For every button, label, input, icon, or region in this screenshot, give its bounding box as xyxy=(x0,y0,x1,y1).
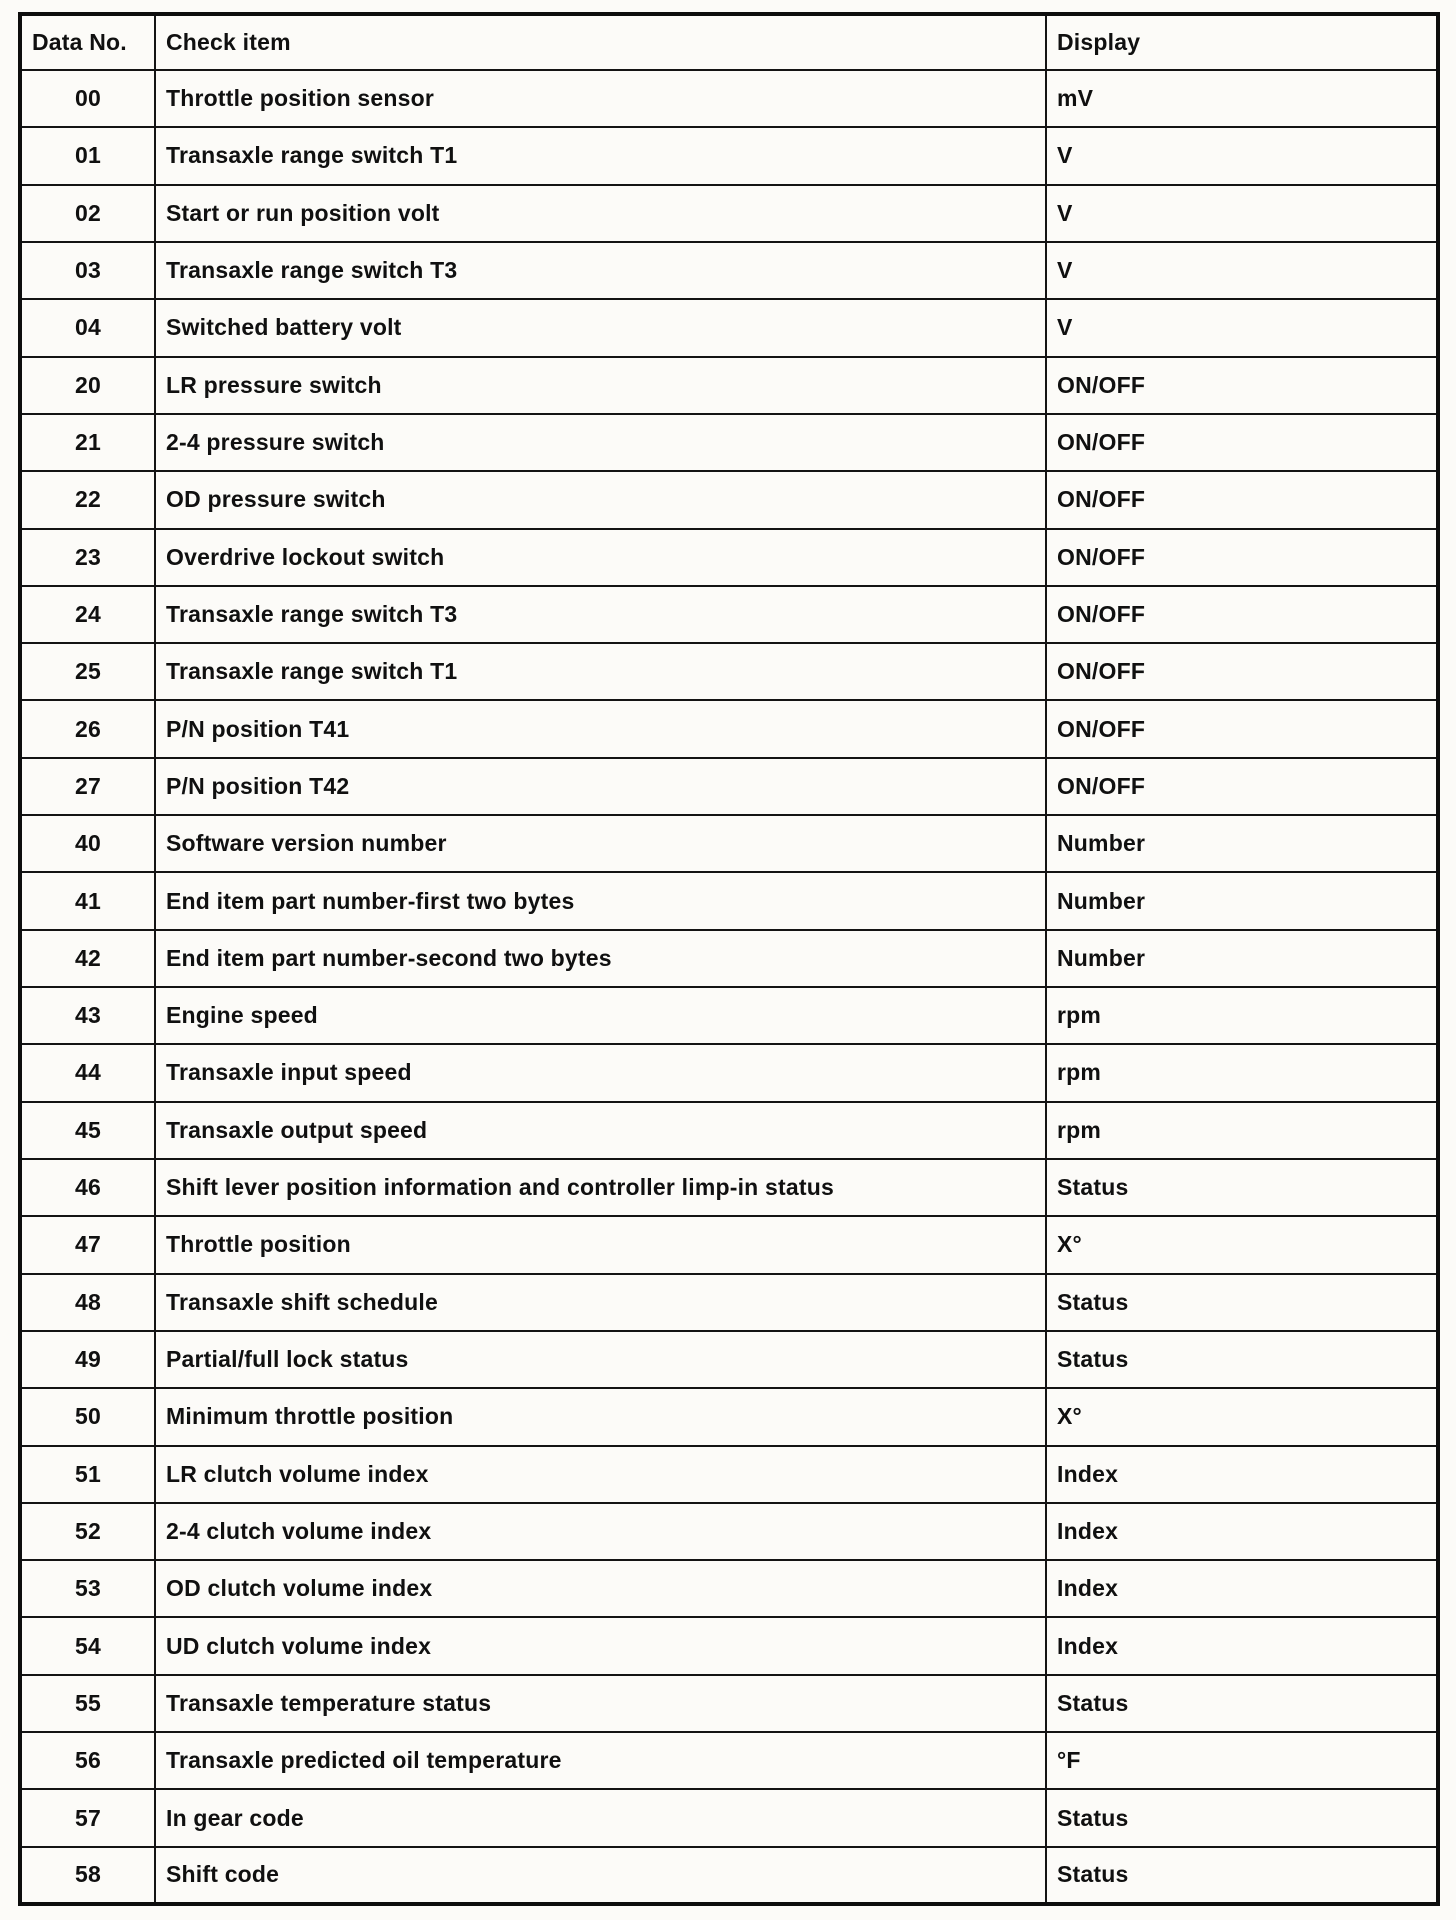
data-no-cell: 53 xyxy=(20,1560,155,1617)
table-row xyxy=(20,1847,1438,1904)
diagnostic-data-table xyxy=(18,12,1440,1906)
display-cell: Number xyxy=(1046,872,1438,929)
column-header-display: Display xyxy=(1046,14,1438,70)
display-cell: ON/OFF xyxy=(1046,471,1438,528)
table-row xyxy=(20,1388,1438,1445)
display-cell: Number xyxy=(1046,930,1438,987)
data-no-cell: 26 xyxy=(20,700,155,757)
display-cell: Status xyxy=(1046,1274,1438,1331)
data-no-cell: 03 xyxy=(20,242,155,299)
display-cell: Status xyxy=(1046,1675,1438,1732)
table-row xyxy=(20,1044,1438,1101)
display-cell: ON/OFF xyxy=(1046,643,1438,700)
display-cell: rpm xyxy=(1046,987,1438,1044)
table-row xyxy=(20,127,1438,184)
display-cell: Status xyxy=(1046,1847,1438,1904)
check-item-cell: 2-4 pressure switch xyxy=(155,414,1046,471)
data-no-cell: 43 xyxy=(20,987,155,1044)
check-item-cell: Transaxle range switch T3 xyxy=(155,242,1046,299)
table-row xyxy=(20,1675,1438,1732)
table-body xyxy=(20,70,1438,1904)
check-item-cell: Transaxle range switch T3 xyxy=(155,586,1046,643)
data-no-cell: 25 xyxy=(20,643,155,700)
check-item-cell: P/N position T42 xyxy=(155,758,1046,815)
data-no-cell: 55 xyxy=(20,1675,155,1732)
table-row xyxy=(20,1560,1438,1617)
check-item-cell: Minimum throttle position xyxy=(155,1388,1046,1445)
data-no-cell: 46 xyxy=(20,1159,155,1216)
display-cell: X° xyxy=(1046,1388,1438,1445)
table-row xyxy=(20,242,1438,299)
table-row xyxy=(20,700,1438,757)
data-no-cell: 56 xyxy=(20,1732,155,1789)
data-no-cell: 22 xyxy=(20,471,155,528)
check-item-cell: Throttle position sensor xyxy=(155,70,1046,127)
data-no-cell: 40 xyxy=(20,815,155,872)
check-item-cell: Partial/full lock status xyxy=(155,1331,1046,1388)
check-item-cell: Transaxle predicted oil temperature xyxy=(155,1732,1046,1789)
table-row xyxy=(20,643,1438,700)
data-no-cell: 54 xyxy=(20,1617,155,1674)
data-no-cell: 20 xyxy=(20,357,155,414)
data-no-cell: 51 xyxy=(20,1446,155,1503)
data-no-cell: 27 xyxy=(20,758,155,815)
display-cell: ON/OFF xyxy=(1046,529,1438,586)
check-item-cell: OD pressure switch xyxy=(155,471,1046,528)
table-row xyxy=(20,1102,1438,1159)
table-row xyxy=(20,1216,1438,1273)
data-no-cell: 57 xyxy=(20,1789,155,1846)
table-row xyxy=(20,471,1438,528)
data-no-cell: 47 xyxy=(20,1216,155,1273)
display-cell: ON/OFF xyxy=(1046,758,1438,815)
table-row xyxy=(20,987,1438,1044)
check-item-cell: Shift code xyxy=(155,1847,1046,1904)
data-no-cell: 44 xyxy=(20,1044,155,1101)
table-row xyxy=(20,1732,1438,1789)
table-row xyxy=(20,1159,1438,1216)
check-item-cell: Transaxle range switch T1 xyxy=(155,643,1046,700)
table-row xyxy=(20,586,1438,643)
table-row xyxy=(20,185,1438,242)
data-no-cell: 48 xyxy=(20,1274,155,1331)
table-row xyxy=(20,815,1438,872)
check-item-cell: End item part number-second two bytes xyxy=(155,930,1046,987)
check-item-cell: LR pressure switch xyxy=(155,357,1046,414)
check-item-cell: Start or run position volt xyxy=(155,185,1046,242)
check-item-cell: Overdrive lockout switch xyxy=(155,529,1046,586)
check-item-cell: UD clutch volume index xyxy=(155,1617,1046,1674)
data-no-cell: 52 xyxy=(20,1503,155,1560)
data-no-cell: 00 xyxy=(20,70,155,127)
display-cell: V xyxy=(1046,127,1438,184)
table-row xyxy=(20,1617,1438,1674)
check-item-cell: Transaxle output speed xyxy=(155,1102,1046,1159)
table-row xyxy=(20,529,1438,586)
check-item-cell: Transaxle shift schedule xyxy=(155,1274,1046,1331)
display-cell: ON/OFF xyxy=(1046,414,1438,471)
display-cell: Index xyxy=(1046,1446,1438,1503)
check-item-cell: Shift lever position information and controller limp-in status xyxy=(155,1159,1046,1216)
display-cell: V xyxy=(1046,185,1438,242)
check-item-cell: Switched battery volt xyxy=(155,299,1046,356)
display-cell: rpm xyxy=(1046,1102,1438,1159)
display-cell: rpm xyxy=(1046,1044,1438,1101)
display-cell: Index xyxy=(1046,1503,1438,1560)
display-cell: X° xyxy=(1046,1216,1438,1273)
check-item-cell: Engine speed xyxy=(155,987,1046,1044)
check-item-cell: Throttle position xyxy=(155,1216,1046,1273)
table-row xyxy=(20,414,1438,471)
display-cell: V xyxy=(1046,242,1438,299)
table-row xyxy=(20,872,1438,929)
check-item-cell: P/N position T41 xyxy=(155,700,1046,757)
data-no-cell: 01 xyxy=(20,127,155,184)
table-header xyxy=(20,14,1438,70)
data-no-cell: 58 xyxy=(20,1847,155,1904)
display-cell: Status xyxy=(1046,1789,1438,1846)
display-cell: V xyxy=(1046,299,1438,356)
column-header-check-item: Check item xyxy=(155,14,1046,70)
display-cell: Number xyxy=(1046,815,1438,872)
table-row xyxy=(20,1789,1438,1846)
data-no-cell: 49 xyxy=(20,1331,155,1388)
display-cell: ON/OFF xyxy=(1046,357,1438,414)
display-cell: Status xyxy=(1046,1331,1438,1388)
data-no-cell: 04 xyxy=(20,299,155,356)
data-no-cell: 41 xyxy=(20,872,155,929)
display-cell: ON/OFF xyxy=(1046,700,1438,757)
check-item-cell: Software version number xyxy=(155,815,1046,872)
check-item-cell: LR clutch volume index xyxy=(155,1446,1046,1503)
check-item-cell: In gear code xyxy=(155,1789,1046,1846)
check-item-cell: End item part number-first two bytes xyxy=(155,872,1046,929)
table-row xyxy=(20,930,1438,987)
data-no-cell: 23 xyxy=(20,529,155,586)
display-cell: mV xyxy=(1046,70,1438,127)
check-item-cell: Transaxle input speed xyxy=(155,1044,1046,1101)
table-row xyxy=(20,758,1438,815)
check-item-cell: 2-4 clutch volume index xyxy=(155,1503,1046,1560)
data-no-cell: 45 xyxy=(20,1102,155,1159)
table-row xyxy=(20,1331,1438,1388)
display-cell: Index xyxy=(1046,1560,1438,1617)
table-row xyxy=(20,1446,1438,1503)
display-cell: °F xyxy=(1046,1732,1438,1789)
check-item-cell: OD clutch volume index xyxy=(155,1560,1046,1617)
check-item-cell: Transaxle temperature status xyxy=(155,1675,1046,1732)
table-header-row xyxy=(20,14,1438,70)
data-no-cell: 24 xyxy=(20,586,155,643)
display-cell: Index xyxy=(1046,1617,1438,1674)
column-header-data-no: Data No. xyxy=(20,14,155,70)
check-item-cell: Transaxle range switch T1 xyxy=(155,127,1046,184)
table-row xyxy=(20,70,1438,127)
data-no-cell: 42 xyxy=(20,930,155,987)
table-row xyxy=(20,1503,1438,1560)
display-cell: Status xyxy=(1046,1159,1438,1216)
data-no-cell: 21 xyxy=(20,414,155,471)
data-no-cell: 02 xyxy=(20,185,155,242)
data-no-cell: 50 xyxy=(20,1388,155,1445)
table-row xyxy=(20,1274,1438,1331)
display-cell: ON/OFF xyxy=(1046,586,1438,643)
table-row xyxy=(20,299,1438,356)
table-row xyxy=(20,357,1438,414)
